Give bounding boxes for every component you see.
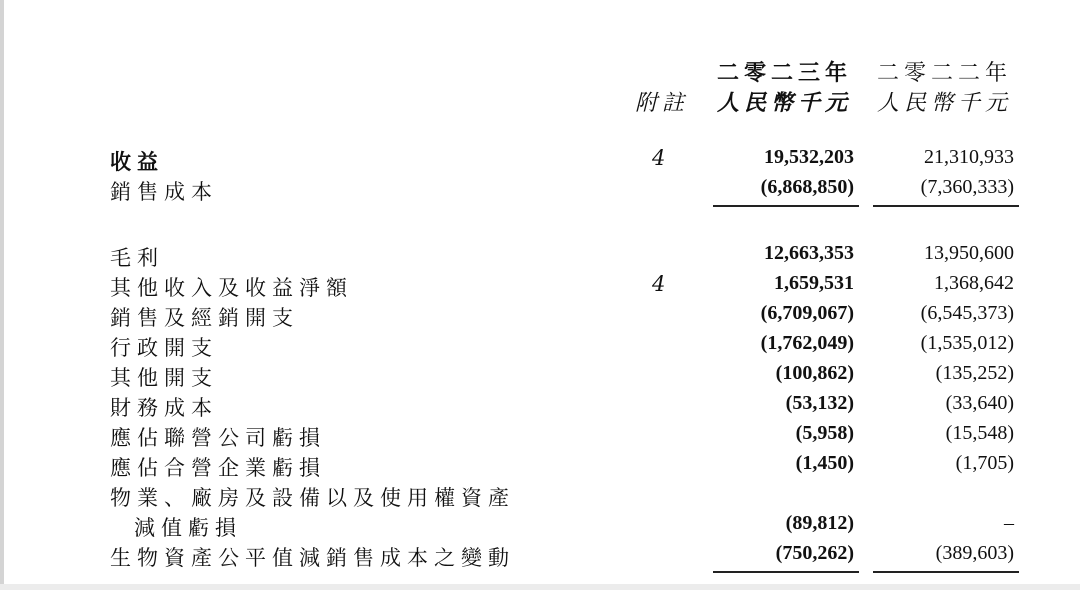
row-label: 生物資產公平值減銷售成本之變動 (110, 546, 515, 570)
table-row-share-of-associates (0, 422, 1080, 452)
table-row-other-income (0, 272, 1080, 302)
table-row-cost-of-sales (0, 176, 1080, 206)
row-label: 其他開支 (110, 366, 218, 390)
row-prior-value: (6,545,373) (920, 302, 1014, 324)
current-unit-header: 人民幣千元 (716, 90, 852, 116)
row-current-value: 1,659,531 (774, 272, 854, 294)
row-prior-value: (7,360,333) (920, 176, 1014, 198)
total-rule-current (713, 571, 859, 573)
table-row-selling-expenses (0, 302, 1080, 332)
row-prior-value: 13,950,600 (924, 242, 1014, 264)
row-note: 4 (652, 272, 666, 296)
row-label: 財務成本 (110, 396, 218, 420)
table-row-other-expenses (0, 362, 1080, 392)
row-current-value: (6,709,067) (760, 302, 854, 324)
row-current-value: 19,532,203 (764, 146, 854, 168)
row-current-value: (53,132) (785, 392, 854, 414)
row-prior-value: (135,252) (935, 362, 1014, 384)
row-label: 減值虧損 (134, 516, 242, 540)
prior-year-header: 二零二二年 (876, 61, 1012, 86)
row-prior-value: (15,548) (945, 422, 1014, 444)
table-row-impairment-line1 (0, 482, 1080, 512)
row-current-value: (1,450) (795, 452, 854, 474)
table-row-gross-profit (0, 242, 1080, 272)
row-label: 收益 (110, 149, 164, 174)
row-prior-value: (1,705) (955, 452, 1014, 474)
row-prior-value: – (1004, 512, 1014, 534)
row-label: 毛利 (110, 246, 164, 270)
row-current-value: 12,663,353 (764, 242, 854, 264)
row-current-value: (100,862) (775, 362, 854, 384)
row-prior-value: (33,640) (945, 392, 1014, 414)
row-current-value: (6,868,850) (760, 176, 854, 198)
row-label: 應佔聯營公司虧損 (110, 426, 326, 450)
row-label: 應佔合營企業虧損 (110, 456, 326, 480)
table-row-admin-expenses (0, 332, 1080, 362)
row-note: 4 (652, 146, 666, 170)
subtotal-rule-current (713, 205, 859, 207)
row-label: 銷售成本 (110, 180, 218, 204)
subtotal-rule-prior (873, 205, 1019, 207)
table-row-impairment (0, 512, 1080, 542)
row-prior-value: 1,368,642 (934, 272, 1014, 294)
current-year-header: 二零二三年 (716, 60, 852, 86)
row-prior-value: (1,535,012) (920, 332, 1014, 354)
row-prior-value: 21,310,933 (924, 146, 1014, 168)
row-label: 銷售及經銷開支 (110, 306, 299, 330)
table-row-biological-assets (0, 542, 1080, 572)
row-current-value: (89,812) (785, 512, 854, 534)
row-current-value: (5,958) (795, 422, 854, 444)
table-row-revenue (0, 146, 1080, 176)
row-label: 其他收入及收益淨額 (110, 276, 353, 300)
total-rule-prior (873, 571, 1019, 573)
row-label: 行政開支 (110, 336, 218, 360)
table-row-finance-costs (0, 392, 1080, 422)
page-bottom-strip (0, 584, 1080, 590)
row-prior-value: (389,603) (935, 542, 1014, 564)
prior-unit-header: 人民幣千元 (876, 91, 1012, 116)
row-current-value: (1,762,049) (760, 332, 854, 354)
row-current-value: (750,262) (775, 542, 854, 564)
note-column-header: 附註 (634, 91, 689, 116)
table-row-share-of-jv (0, 452, 1080, 482)
row-label: 物業、廠房及設備以及使用權資產 (110, 486, 515, 510)
